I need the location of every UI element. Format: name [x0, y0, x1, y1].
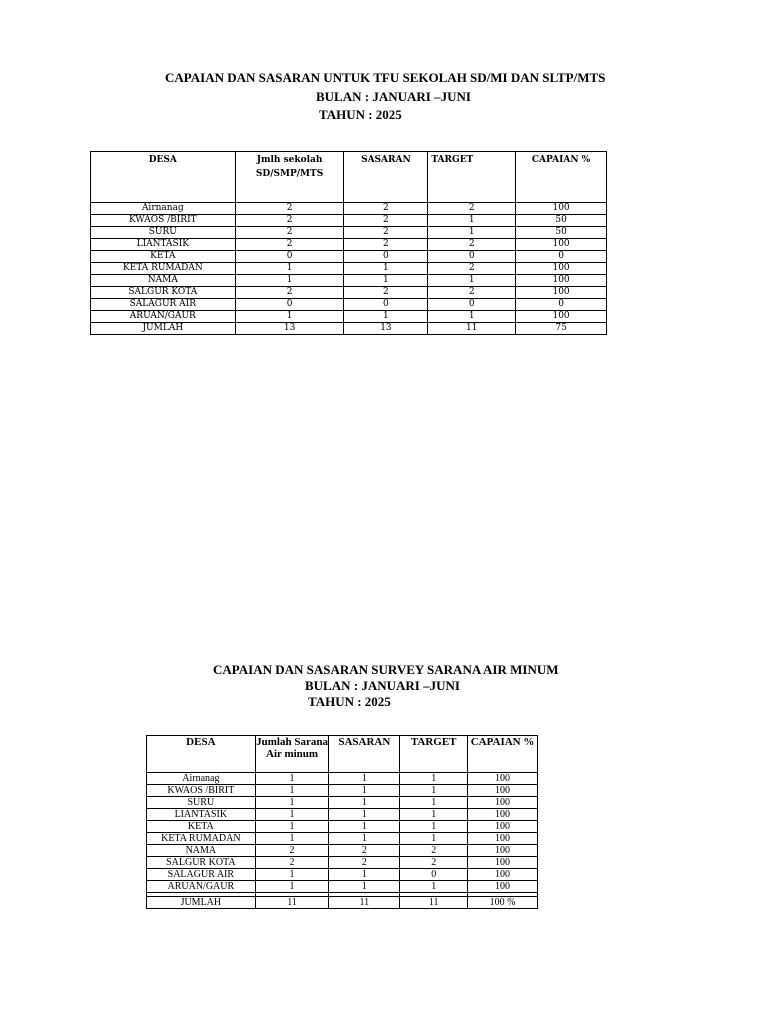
table-cell: 1 — [400, 833, 468, 845]
header-capaian: CAPAIAN % — [468, 736, 538, 773]
table-row — [91, 239, 607, 251]
table-cell: 100 — [468, 857, 538, 869]
table-header-row — [147, 736, 538, 773]
table-cell: 1 — [428, 275, 516, 287]
table-cell: ARUAN/GAUR — [91, 311, 236, 323]
section2-title: CAPAIAN DAN SASARAN SURVEY SARANA AIR MINUM — [213, 662, 559, 677]
table-row — [91, 275, 607, 287]
table-cell: 100 — [516, 203, 607, 215]
total-row — [147, 897, 538, 909]
table-cell: 1 — [400, 881, 468, 893]
table-cell: 1 — [255, 821, 329, 833]
table-cell: ARUAN/GAUR — [147, 881, 256, 893]
table-cell: 1 — [428, 215, 516, 227]
table-cell: LIANTASIK — [91, 239, 236, 251]
table-cell: SURU — [147, 797, 256, 809]
table-cell: 1 — [329, 833, 400, 845]
table-cell: 100 — [468, 821, 538, 833]
table-cell: 1 — [400, 785, 468, 797]
table-cell: NAMA — [91, 275, 236, 287]
table-cell: 2 — [400, 845, 468, 857]
table-cell: 50 — [516, 227, 607, 239]
table-cell: 0 — [235, 299, 344, 311]
table-cell: SURU — [91, 227, 236, 239]
table-row — [91, 203, 607, 215]
table-cell: 0 — [235, 251, 344, 263]
header-jumlah-sarana: Jumlah Sarana Air minum — [255, 736, 329, 773]
table-cell: SALAGUR AIR — [91, 299, 236, 311]
table-cell: 1 — [255, 833, 329, 845]
table-cell: 2 — [235, 215, 344, 227]
table-cell: 100 — [516, 275, 607, 287]
section2-month: BULAN : JANUARI –JUNI — [305, 678, 460, 693]
table-cell: 2 — [428, 239, 516, 251]
table-cell: 2 — [344, 215, 428, 227]
table-cell: KETA RUMADAN — [147, 833, 256, 845]
table-cell: 0 — [428, 299, 516, 311]
table-row — [91, 323, 607, 335]
table-cell: 2 — [329, 857, 400, 869]
table-cell: 1 — [400, 821, 468, 833]
table-cell: 2 — [329, 845, 400, 857]
header-desa: DESA — [147, 736, 256, 773]
table-cell: 2 — [344, 287, 428, 299]
table-cell: 1 — [329, 821, 400, 833]
table-row — [147, 881, 538, 893]
table-cell: 1 — [235, 275, 344, 287]
table-cell: 100 — [468, 881, 538, 893]
table-cell: 2 — [344, 203, 428, 215]
table-cell: 1 — [255, 773, 329, 785]
table-cell: 100 — [468, 809, 538, 821]
table-cell: SALGUR KOTA — [147, 857, 256, 869]
table-row — [91, 299, 607, 311]
table-cell: SALGUR KOTA — [91, 287, 236, 299]
table-row — [91, 251, 607, 263]
table-cell: KETA RUMADAN — [91, 263, 236, 275]
table-cell: 0 — [344, 299, 428, 311]
table-row — [147, 833, 538, 845]
header-jumlah-sekolah: Jmlh sekolah SD/SMP/MTS — [235, 152, 344, 203]
table-cell: 1 — [400, 797, 468, 809]
table-cell: 100 — [468, 773, 538, 785]
table-cell: JUMLAH — [91, 323, 236, 335]
table-cell: 0 — [516, 251, 607, 263]
table-row — [147, 869, 538, 881]
table-cell: 1 — [255, 869, 329, 881]
table-cell: 100 — [468, 833, 538, 845]
table-cell: 1 — [235, 311, 344, 323]
table-cell: 2 — [235, 203, 344, 215]
table-row — [91, 311, 607, 323]
table-row — [147, 785, 538, 797]
tfu-school-table — [90, 151, 607, 335]
table-cell: SALAGUR AIR — [147, 869, 256, 881]
table-cell: 2 — [400, 857, 468, 869]
section1-year: TAHUN : 2025 — [319, 107, 402, 122]
total-cell: 11 — [255, 897, 329, 909]
table-cell: 1 — [329, 785, 400, 797]
table-cell: 1 — [329, 797, 400, 809]
table-cell: 1 — [329, 881, 400, 893]
header-capaian: CAPAIAN % — [516, 152, 607, 203]
table-row — [147, 821, 538, 833]
table-header-row — [91, 152, 607, 203]
table-cell: 100 — [516, 263, 607, 275]
table-cell: 1 — [344, 263, 428, 275]
table-cell: 2 — [344, 239, 428, 251]
table-cell: Airnanag — [91, 203, 236, 215]
table-row — [147, 773, 538, 785]
table-cell: 11 — [428, 323, 516, 335]
table-cell: NAMA — [147, 845, 256, 857]
table-cell: 2 — [428, 287, 516, 299]
table-cell: 1 — [344, 275, 428, 287]
section1-title: CAPAIAN DAN SASARAN UNTUK TFU SEKOLAH SD/MI DAN SLTP/MTS — [165, 70, 606, 85]
table-cell: 100 — [468, 785, 538, 797]
table-cell: 100 — [516, 239, 607, 251]
table-cell: 2 — [255, 845, 329, 857]
table-cell: 1 — [400, 809, 468, 821]
table-cell: KETA — [91, 251, 236, 263]
table-cell: 0 — [344, 251, 428, 263]
table-row — [147, 845, 538, 857]
table-cell: KWAOS /BIRIT — [147, 785, 256, 797]
table-row — [147, 797, 538, 809]
header-sasaran: SASARAN — [344, 152, 428, 203]
table-cell: 100 — [516, 287, 607, 299]
table-cell: 1 — [428, 227, 516, 239]
table-cell: 2 — [344, 227, 428, 239]
table-cell: 2 — [235, 227, 344, 239]
table-row — [91, 287, 607, 299]
table-cell: KETA — [147, 821, 256, 833]
table-cell: 2 — [428, 203, 516, 215]
table-cell: 2 — [255, 857, 329, 869]
table-cell: 50 — [516, 215, 607, 227]
table-cell: 1 — [255, 809, 329, 821]
table-cell: 1 — [344, 311, 428, 323]
table-cell: 100 — [516, 311, 607, 323]
header-sasaran: SASARAN — [329, 736, 400, 773]
total-cell: JUMLAH — [147, 897, 256, 909]
table-cell: 0 — [400, 869, 468, 881]
total-cell: 100 % — [468, 897, 538, 909]
header-desa: DESA — [91, 152, 236, 203]
table-cell: 100 — [468, 797, 538, 809]
table-cell: 1 — [255, 881, 329, 893]
table-cell: 1 — [428, 311, 516, 323]
table-row — [147, 809, 538, 821]
table-cell: 2 — [428, 263, 516, 275]
table-cell: Airnanag — [147, 773, 256, 785]
table-cell: LIANTASIK — [147, 809, 256, 821]
air-minum-table — [146, 735, 538, 909]
header-target: TARGET — [400, 736, 468, 773]
table-cell: 0 — [516, 299, 607, 311]
table-cell: 13 — [344, 323, 428, 335]
section2-year: TAHUN : 2025 — [308, 694, 391, 709]
table-row — [91, 263, 607, 275]
table-cell: 1 — [400, 773, 468, 785]
table-cell: 1 — [329, 869, 400, 881]
table-cell: 1 — [329, 773, 400, 785]
table-cell: 100 — [468, 869, 538, 881]
table-row — [147, 857, 538, 869]
table-cell: 100 — [468, 845, 538, 857]
table-cell: 75 — [516, 323, 607, 335]
total-cell: 11 — [400, 897, 468, 909]
total-cell: 11 — [329, 897, 400, 909]
table-row — [91, 215, 607, 227]
section1-month: BULAN : JANUARI –JUNI — [316, 89, 471, 104]
header-target: TARGET — [428, 152, 516, 203]
table-cell: 13 — [235, 323, 344, 335]
table-cell: 0 — [428, 251, 516, 263]
table-row — [91, 227, 607, 239]
table-cell: 2 — [235, 287, 344, 299]
table-cell: 1 — [235, 263, 344, 275]
table-cell: KWAOS /BIRIT — [91, 215, 236, 227]
table-cell: 1 — [255, 785, 329, 797]
table-cell: 1 — [255, 797, 329, 809]
table-cell: 1 — [329, 809, 400, 821]
table-cell: 2 — [235, 239, 344, 251]
